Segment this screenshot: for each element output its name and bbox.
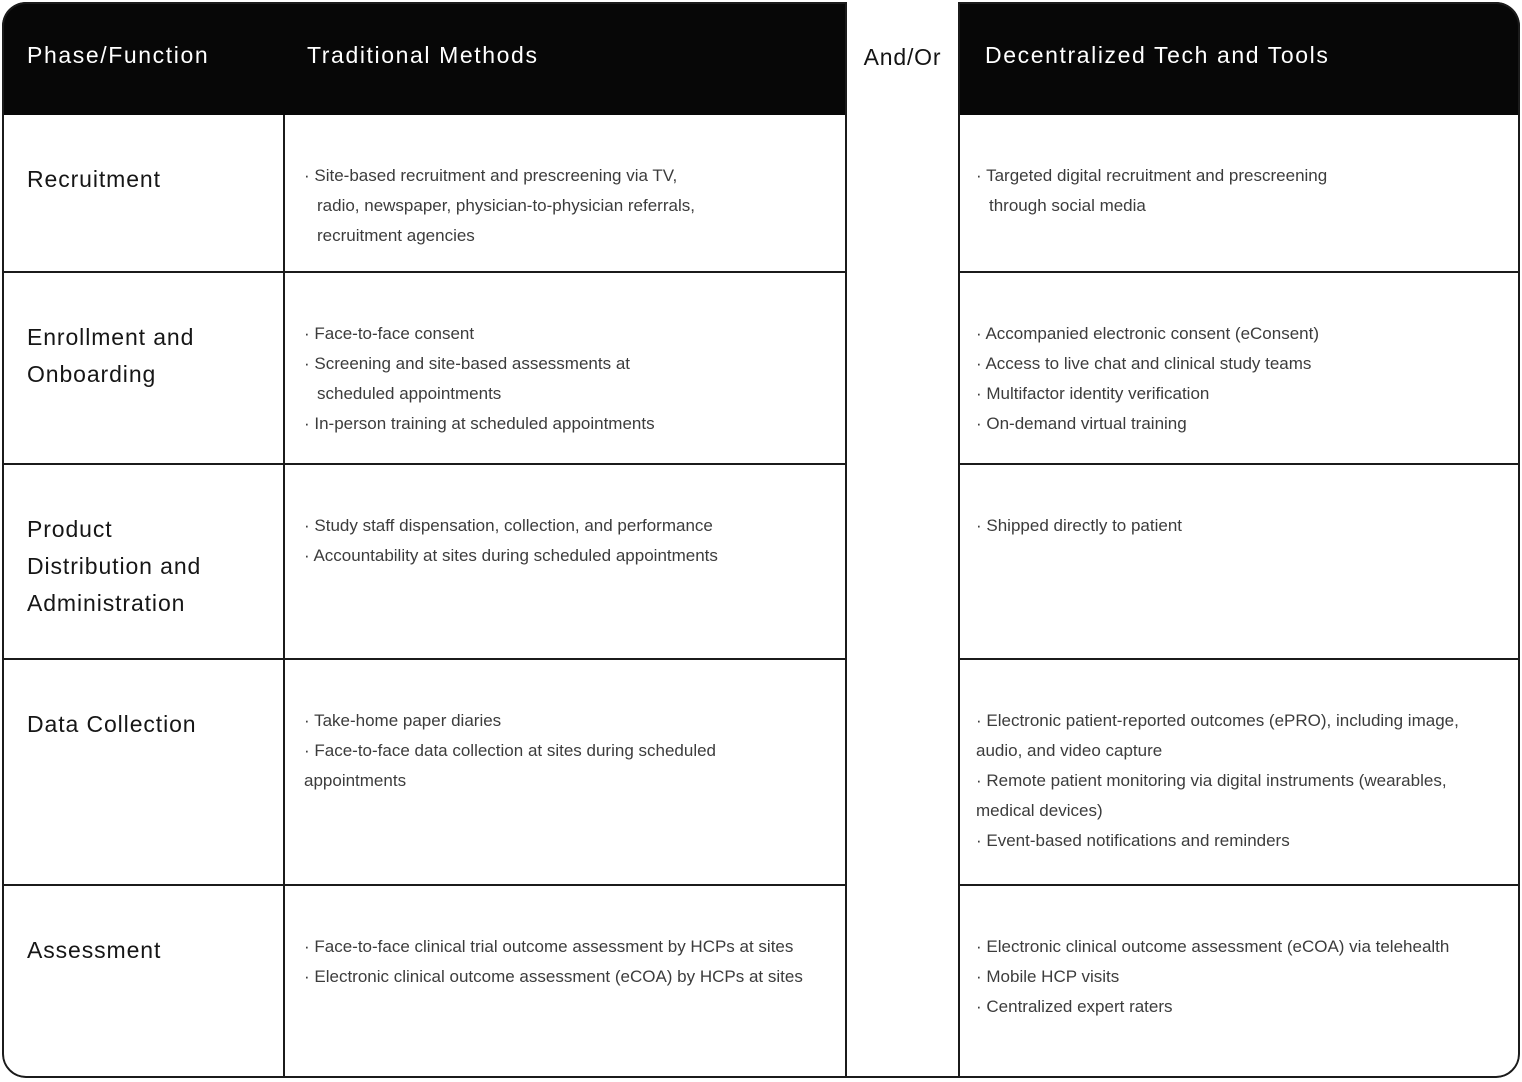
- comparison-table: [2, 2, 1520, 1078]
- bullet-line: · Event-based notifications and reminders: [976, 831, 1290, 850]
- bullet-line: · Electronic clinical outcome assessment (eCOA) by HCPs at sites: [304, 967, 803, 986]
- continuation-line: scheduled appointments: [317, 384, 502, 403]
- phase-line: Recruitment: [27, 166, 161, 192]
- header-traditional-label: Traditional Methods: [307, 42, 539, 68]
- and-or-column: [845, 2, 960, 1076]
- bullet-line: · Face-to-face data collection at sites during scheduled: [304, 741, 717, 760]
- header-phase-function-label: Phase/Function: [27, 42, 210, 68]
- phase-cell: [2, 884, 285, 1078]
- phase-line: Distribution and: [27, 553, 202, 579]
- bullet-line: · Mobile HCP visits: [976, 967, 1120, 986]
- header-decentralized-label: Decentralized Tech and Tools: [985, 42, 1330, 68]
- traditional-methods-cell: [285, 271, 845, 463]
- phase-line: Administration: [27, 590, 186, 616]
- continuation-line: radio, newspaper, physician-to-physician referrals,: [317, 196, 695, 215]
- decentralized-tools-cell: [960, 884, 1520, 1078]
- bullet-line: · Targeted digital recruitment and prescreening: [976, 166, 1328, 185]
- traditional-methods-cell: [285, 463, 845, 658]
- continuation-line: audio, and video capture: [976, 741, 1163, 760]
- phase-cell: [2, 115, 285, 271]
- phase-line: Data Collection: [27, 711, 197, 737]
- bullet-line: · Face-to-face clinical trial outcome assessment by HCPs at sites: [304, 937, 794, 956]
- header-phase-function: [2, 2, 285, 115]
- bullet-line: · Study staff dispensation, collection, and performance: [304, 516, 713, 535]
- header-band-left: [2, 2, 845, 115]
- continuation-line: appointments: [304, 771, 407, 790]
- decentralized-tools-cell: [960, 658, 1520, 884]
- phase-line: Product: [27, 516, 113, 542]
- continuation-line: medical devices): [976, 801, 1103, 820]
- bullet-line: · Accountability at sites during scheduled appointments: [304, 546, 718, 565]
- phase-line: Assessment: [27, 937, 162, 963]
- traditional-methods-cell: [285, 115, 845, 271]
- and-or-label: And/Or: [863, 44, 942, 70]
- phase-cell: [2, 463, 285, 658]
- bullet-line: · On-demand virtual training: [976, 414, 1187, 433]
- bullet-line: · Screening and site-based assessments at: [304, 354, 631, 373]
- bullet-line: · Face-to-face consent: [304, 324, 475, 343]
- phase-cell: [2, 658, 285, 884]
- continuation-line: through social media: [989, 196, 1146, 215]
- decentralized-tools-cell: [960, 115, 1520, 271]
- continuation-line: recruitment agencies: [317, 226, 475, 245]
- bullet-line: · Multifactor identity verification: [976, 384, 1210, 403]
- phase-line: Enrollment and: [27, 324, 195, 350]
- traditional-methods-cell: [285, 884, 845, 1078]
- bullet-line: · Accompanied electronic consent (eConsent): [976, 324, 1320, 343]
- bullet-line: · Electronic patient-reported outcomes (ePRO), including image,: [976, 711, 1459, 730]
- phase-line: Onboarding: [27, 361, 157, 387]
- bullet-line: · Site-based recruitment and prescreening via TV,: [304, 166, 678, 185]
- header-traditional: [285, 2, 539, 115]
- bullet-line: · Centralized expert raters: [976, 997, 1173, 1016]
- bullet-line: · Shipped directly to patient: [976, 516, 1183, 535]
- bullet-line: · Take-home paper diaries: [304, 711, 502, 730]
- table-grid: [2, 2, 1520, 1078]
- traditional-methods-cell: [285, 658, 845, 884]
- phase-cell: [2, 271, 285, 463]
- bullet-line: · Remote patient monitoring via digital instruments (wearables,: [976, 771, 1447, 790]
- header-decentralized: [960, 2, 1520, 115]
- decentralized-tools-cell: [960, 271, 1520, 463]
- bullet-line: · Access to live chat and clinical study teams: [976, 354, 1312, 373]
- decentralized-tools-cell: [960, 463, 1520, 658]
- bullet-line: · In-person training at scheduled appointments: [304, 414, 655, 433]
- bullet-line: · Electronic clinical outcome assessment (eCOA) via telehealth: [976, 937, 1450, 956]
